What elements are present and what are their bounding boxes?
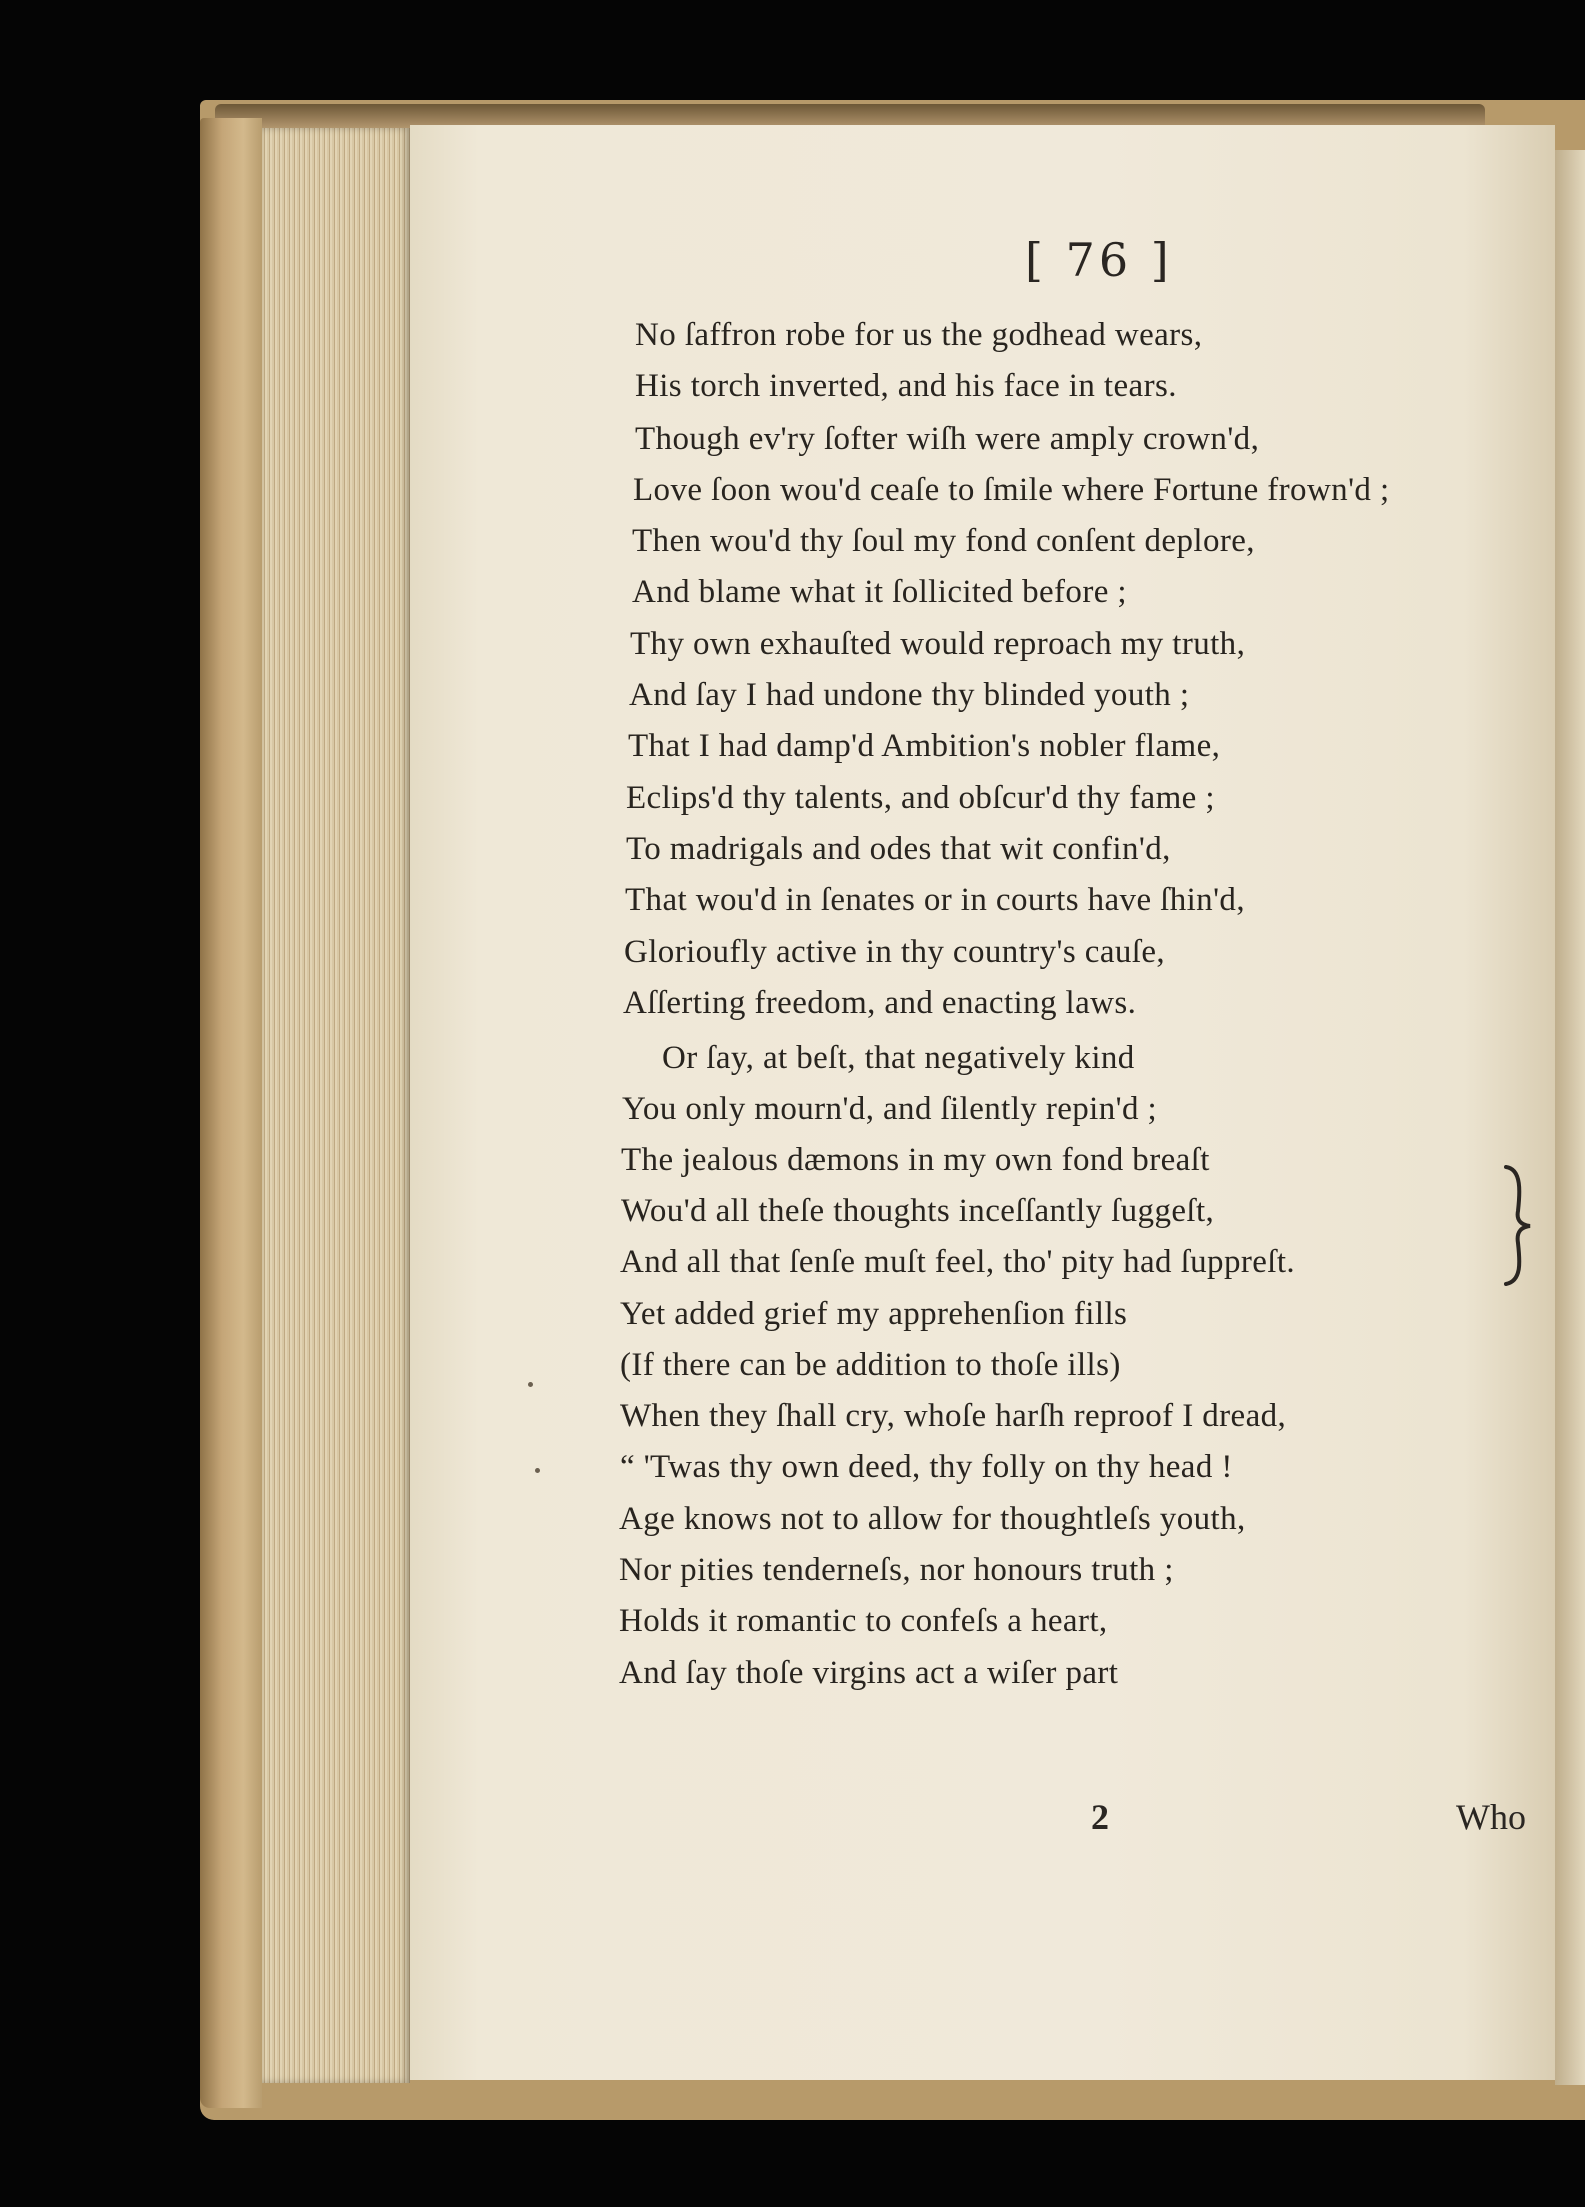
poem-line: That wou'd in ſenates or in courts have ſhin'd, xyxy=(625,882,1245,918)
poem-line: And blame what it ſollicited before ; xyxy=(632,574,1127,610)
poem-line: Yet added grief my apprehenſion fills xyxy=(620,1296,1128,1332)
poem-line: No ſaffron robe for us the godhead wears, xyxy=(635,317,1203,353)
poem-line: And all that ſenſe muſt feel, tho' pity had ſuppreſt. xyxy=(620,1244,1296,1280)
poem-line: “ 'Twas thy own deed, thy folly on thy head ! xyxy=(620,1449,1233,1485)
poem-line: Or ſay, at beſt, that negatively kind xyxy=(662,1040,1135,1076)
poem-line: Eclips'd thy talents, and obſcur'd thy fame ; xyxy=(626,780,1215,816)
poem-line: Age knows not to allow for thoughtleſs youth, xyxy=(619,1501,1246,1537)
signature-mark: 2 xyxy=(1091,1797,1109,1837)
poem-line: Though ev'ry ſofter wiſh were amply crown'd, xyxy=(635,421,1260,457)
poem-line: Aſſerting freedom, and enacting laws. xyxy=(623,985,1137,1021)
poem-line: Then wou'd thy ſoul my fond conſent deplore, xyxy=(632,523,1255,559)
poem-line: His torch inverted, and his face in tears. xyxy=(635,368,1177,404)
poem-line: Nor pities tenderneſs, nor honours truth ; xyxy=(619,1552,1174,1588)
poem-line: Thy own exhauſted would reproach my truth, xyxy=(630,626,1246,662)
poem-line: That I had damp'd Ambition's nobler flame, xyxy=(628,728,1221,764)
page-stack-edge xyxy=(262,128,410,2083)
poem-line: (If there can be addition to thoſe ills) xyxy=(620,1347,1121,1383)
poem-line: Wou'd all theſe thoughts inceſſantly ſuggeſt, xyxy=(621,1193,1215,1229)
poem-line: Love ſoon wou'd ceaſe to ſmile where Fortune frown'd ; xyxy=(633,472,1390,508)
page-number: [ 76 ] xyxy=(1025,233,1173,287)
catchword: Who xyxy=(1456,1797,1526,1837)
poem-line: You only mourn'd, and ſilently repin'd ; xyxy=(622,1091,1158,1127)
triplet-brace xyxy=(1500,1163,1538,1288)
poem-line: And ſay I had undone thy blinded youth ; xyxy=(629,677,1190,713)
poem-line: Holds it romantic to confeſs a heart, xyxy=(619,1603,1108,1639)
ink-speck xyxy=(535,1468,540,1473)
poem-line: To madrigals and odes that wit confin'd, xyxy=(626,831,1171,867)
ink-speck xyxy=(528,1382,533,1387)
book-cover-edge xyxy=(200,118,262,2108)
poem-line: The jealous dæmons in my own fond breaſt xyxy=(621,1142,1210,1178)
poem-line: And ſay thoſe virgins act a wiſer part xyxy=(619,1655,1119,1691)
facing-page-edge xyxy=(1555,150,1585,2085)
poem-line: Glorioufly active in thy country's cauſe, xyxy=(624,934,1166,970)
poem-line: When they ſhall cry, whoſe harſh reproof I dread, xyxy=(620,1398,1287,1434)
